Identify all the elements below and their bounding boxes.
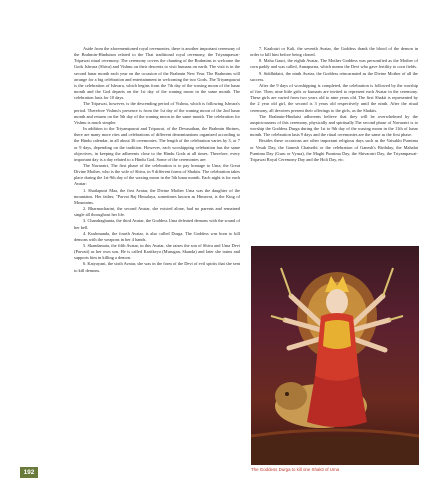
paragraph: After the 9 days of worshipping is completed, the celebration is followed by the worship of fire. Then, nine little girls or kumaris are invited to represent each Avatar in the ceremony. These girls are varied from two years old to nine years old. The first Shakti is represented by the 2 year old girl, the second is 3 years old respectively until the ninth. After the ritual ceremony, all devotees present their offerings to the girls, as the Shaktis. [250, 82, 418, 113]
list-item: 4. Kushmanda, the fourth Avatar, is also called Durga. The Goddess was born to kill demons with the weapons in her 4 hands. [74, 230, 240, 242]
paragraph: Aside from the aforementioned royal ceremonies, there is another important ceremony of the Brahmin-Hinduism related to the Thai traditional royal ceremony, the Triyampawai-Tripawai ritual ceremony. The ceremony covers the chanting of the Brahmins to welcome the Gods Ishvara (Shiva) and Vishnu on their descents to visit humans on earth. The visit is in the second lunar month each year on the occasion of the Brahmin New Year. The Brahmins will arrange for a big celebration and entertainment in welcoming the two Gods. The Triyampawai is the celebration of Ishvara, which begins from the 7th day of the waxing moon of the lunar month and the God departs on the 1st day of the waning moon in the same month. The celebration lasts for 10 days. [74, 46, 240, 101]
paragraph: The Tripawai, however, is the descending period of Vishnu, which is following Ishvara's period. Therefore Vishnu's presence is from the 1st day of the waning moon of the 2nd lunar month and returns on the 5th day of the waning moon in the same month. The celebration for Vishnu is much simpler. [74, 101, 240, 125]
left-text-column [74, 46, 240, 274]
list-item: 7. Kaalratri or Kali, the seventh Avatar, the Goddess drank the blood of the demon in order to kill him before being cloned. [250, 46, 418, 58]
paragraph: In addition to the Triyampawai and Tripawai, of the Devasathan, the Brahmin Shrines, there are many more rites and celebrations of different denominations organized according to the Hindu calendar, in all about 36 ceremonies. The length of the celebration varies by 3, or 7 or 9 days, depending on the tradition. However, each worshipping celebration has the same objectives, in keeping the adherents close to the Hindu Gods at all times. Therefore, every important day is a day related to a Hindu God. Some of the ceremonies are: [74, 126, 240, 162]
list-item: 6. Katyayani, the sixth Avatar, she was in the form of the Devi of evil spirits that she sent to kill demons. [74, 261, 240, 273]
paragraph: The Brahmin-Hinduist adherents believe that they will be overwhelmed by the auspiciousness of this ceremony, physically and spiritually.The second phase of Navaratri is to worship the Goddess Durga during the 1st to 9th day of the waxing moon in the 11th of lunar month. The celebration lasts 9 days and the ritual ceremonies are the same as the first phase. [250, 113, 418, 138]
list-item: 8. Maha Gauri, the eighth Avatar, The Mother Goddess was personified as the Mother of corn paddy and was called, Annapurna, which means the Devi who gave fertility to corn fields. [250, 58, 418, 70]
durga-statue-illustration [251, 246, 419, 465]
page-number: 192 [20, 467, 38, 478]
durga-statue-photo [251, 246, 419, 465]
paragraph: Besides these occasions are other important religious days such as the Vaisakhi Purnima or Vesak Day, the Ganesh Chaturthi or the celebration of Ganesh's Birthday, the Mahalai Purnima Day (Guru or Vyasa), the Maghi Purnima Day, the Shivaratri Day, the Triyampawai-Tripawai Royal Ceremony Day and the Holi Day, etc. [250, 138, 418, 162]
list-item: 2. Bharmacharini, the second Avatar, she existed alone, had no parents and remained single all throughout her life. [74, 206, 240, 218]
paragraph: The Navaratri, The first phase of the celebration is to pay homage to Uma, the Great Divine Mother, who is the wife of Shiva, in 9 different forms of Shaktis. The celebration takes place during the 1st-9th day of the waxing moon in the 5th lunar month. Each night is for each Avatar: [74, 162, 240, 187]
list-item: 5. Skandamata, the fifth Avatar, in this Avatar, she raises the son of Shiva and Uma Devi (Parvati) as her own son. He is called Kartikeya (Murugan, Skanda) and later she trains and supports him in killing a demon. [74, 243, 240, 261]
list-item: 9. Siddhidatri, the ninth Avatar, the Goddess reincarnated as the Divine Mother of all the success. [250, 70, 418, 82]
right-text-column [250, 46, 418, 163]
list-item: 3. Chandraghanta, the third Avatar, the Goddess Uma defeated demons with the sound of her bell. [74, 218, 240, 230]
list-item: 1. Shailaputri Maa, the first Avatar, the Divine Mother Uma was the daughter of the mountains. Her father, "Parvat Raj Himalaya, sometimes known as Himavat, is the King of Mountains. [74, 187, 240, 205]
photo-caption: The Goddess Durga to kill one Shakti of Uma [251, 467, 340, 472]
